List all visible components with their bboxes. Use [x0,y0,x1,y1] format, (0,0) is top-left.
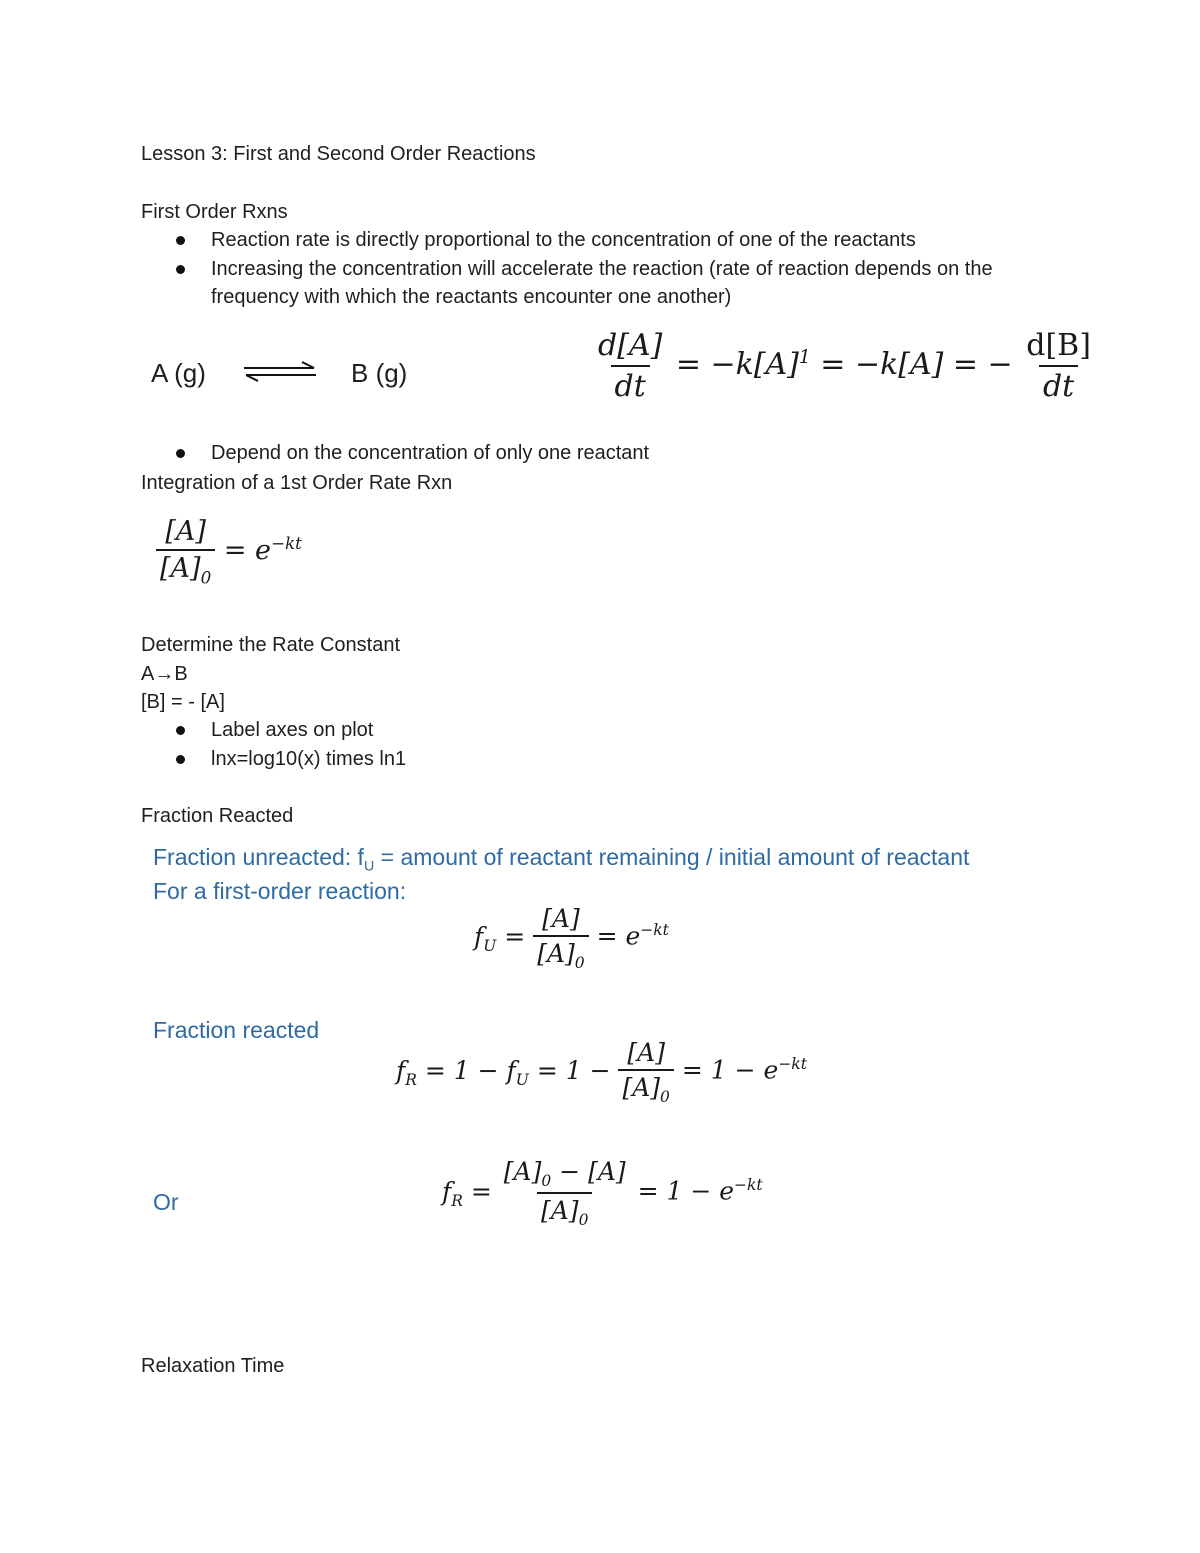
bullet-dot [176,449,185,458]
first-order-label: For a first-order reaction: [153,878,407,904]
bullet-text: Label axes on plot [211,719,374,741]
bullet-dot [176,236,185,245]
heading-integration: Integration of a 1st Order Rate Rxn [141,472,453,494]
reaction-right: B (g) [351,358,408,388]
bullet-text-continuation: frequency with which the reactants encounter one another) [211,286,732,308]
concentration-line: [B] = - [A] [141,691,225,713]
bullet-text: Reaction rate is directly proportional to the concentration of one of the reactants [211,229,916,251]
bullet-dot [176,726,185,735]
heading-relaxation-time: Relaxation Time [141,1355,285,1377]
bullet-text: Depend on the concentration of only one reactant [211,442,650,464]
heading-first-order: First Order Rxns [141,201,288,223]
fraction-unreacted-definition: Fraction unreacted: $f_U$ = amount of reactant remaining / initial amount of reactant [153,844,970,875]
fraction-reacted-equation: $f_R = 1 - f_U = 1$ − $\frac{[A]}{[A]_0}$ = $1 - e^{-kt}$ [396,1038,807,1106]
bullet-dot [176,755,185,764]
page-title: Lesson 3: First and Second Order Reactions [141,143,536,165]
fraction-reacted-label: Fraction reacted [153,1017,320,1043]
integrated-rate-equation: $\frac{[A]}{[A]_0}$ = $e^{-kt}$ [156,516,302,587]
heading-rate-constant: Determine the Rate Constant [141,634,401,656]
reaction-line: A→B [141,663,188,685]
equilibrium-arrow-icon [240,360,320,384]
heading-fraction-reacted: Fraction Reacted [141,805,294,827]
bullet-dot [176,265,185,274]
rate-law-equation: $\frac{d[A]}{dt}$ = $-k[A]^1 = -k[A]$ = − $\frac{d[B]}{dt}$ [598,328,1091,404]
fraction-unreacted-equation: $f_U$ = $\frac{[A]}{[A]_0}$ = $e^{-kt}$ [474,904,669,972]
reaction-left: A (g) [151,358,206,388]
bullet-text: lnx=log10(x) times ln1 [211,748,407,770]
bullet-text: Increasing the concentration will accelerate the reaction (rate of reaction depends on the [211,258,993,280]
or-label: Or [153,1189,179,1215]
fraction-reacted-alt-equation: $f_R$ = $\frac{[A]_0 - [A]}{[A]_0}$ = $1 - e^{-kt}$ [442,1157,763,1229]
